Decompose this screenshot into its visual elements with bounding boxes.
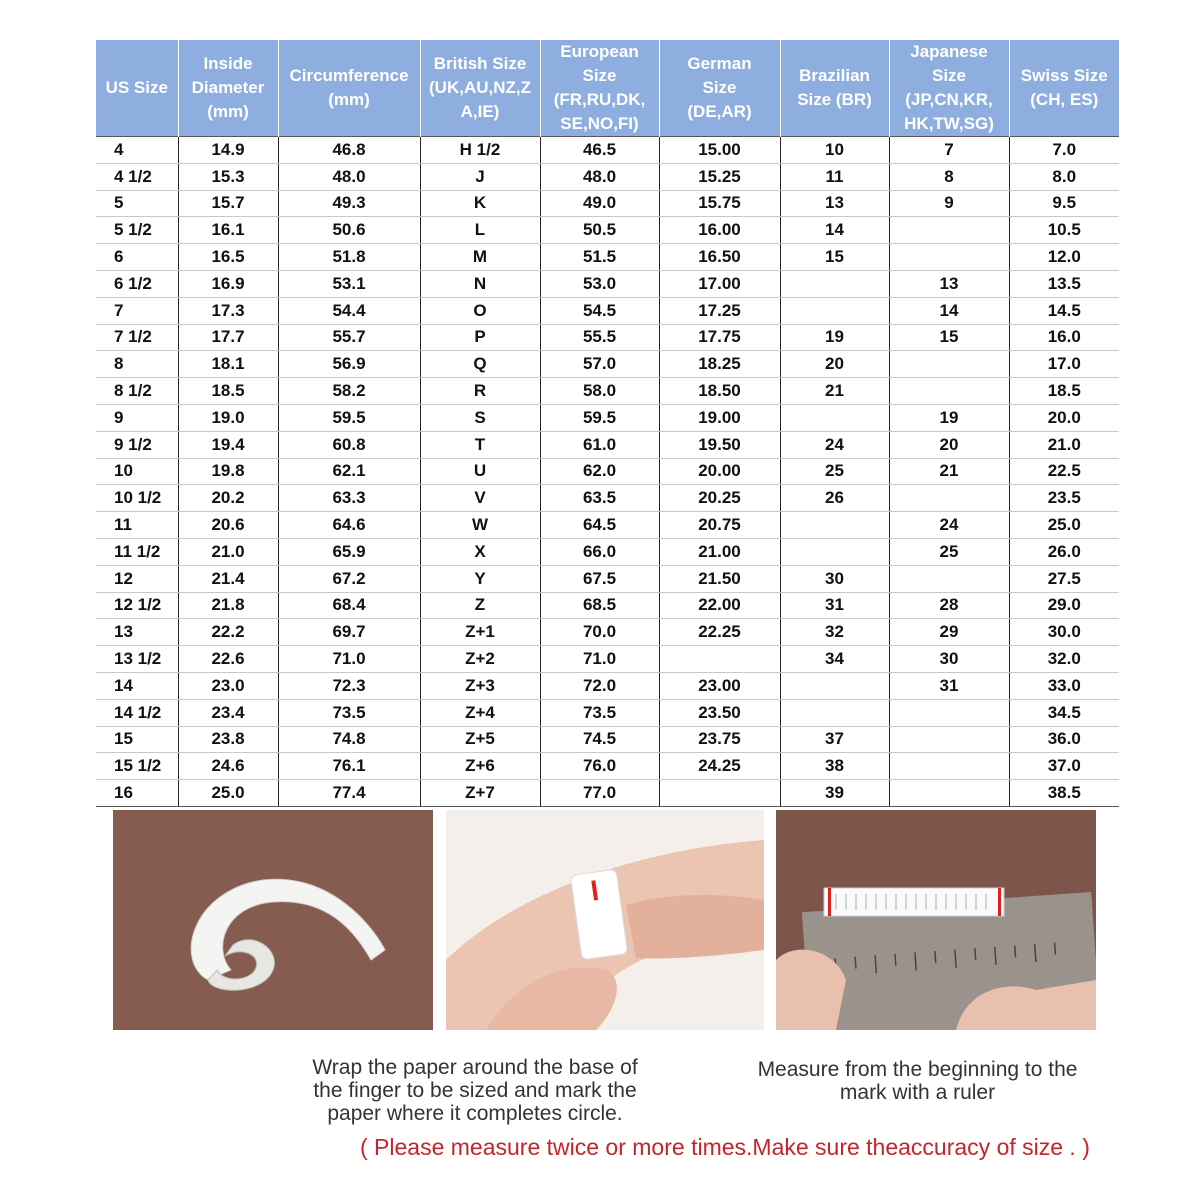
table-cell: 31	[780, 592, 889, 619]
table-row	[96, 163, 1119, 190]
table-row	[96, 378, 1119, 405]
table-cell: 6	[96, 244, 178, 271]
table-cell: 15	[889, 324, 1009, 351]
table-cell: 14.5	[1009, 297, 1119, 324]
table-cell: 36.0	[1009, 726, 1119, 753]
table-cell: Z+2	[420, 646, 540, 673]
table-cell: 30	[889, 646, 1009, 673]
table-cell: 16.5	[178, 244, 278, 271]
table-cell: 20.25	[659, 485, 780, 512]
table-cell: 12	[96, 565, 178, 592]
table-cell: 5	[96, 190, 178, 217]
table-cell: 48.0	[540, 163, 659, 190]
table-cell: 24	[889, 512, 1009, 539]
table-cell: 17.25	[659, 297, 780, 324]
table-cell: 8	[96, 351, 178, 378]
table-cell: 74.8	[278, 726, 420, 753]
table-cell: 65.9	[278, 538, 420, 565]
table-cell: 21	[889, 458, 1009, 485]
table-row	[96, 726, 1119, 753]
table-cell: 14 1/2	[96, 699, 178, 726]
table-cell: 7 1/2	[96, 324, 178, 351]
table-cell: 62.1	[278, 458, 420, 485]
table-cell: 30.0	[1009, 619, 1119, 646]
table-cell: 19.4	[178, 431, 278, 458]
table-cell: 25	[780, 458, 889, 485]
table-cell: 24.6	[178, 753, 278, 780]
table-cell: 77.0	[540, 780, 659, 807]
table-cell: Z+5	[420, 726, 540, 753]
header-german-size: German Size (DE,AR)	[659, 40, 780, 137]
table-cell: 7.0	[1009, 137, 1119, 164]
table-cell: 32	[780, 619, 889, 646]
table-cell: Z	[420, 592, 540, 619]
table-cell: M	[420, 244, 540, 271]
finger-wrap-illustration	[446, 810, 764, 1030]
table-cell: 15.25	[659, 163, 780, 190]
table-cell: 72.0	[540, 672, 659, 699]
table-cell: Z+6	[420, 753, 540, 780]
table-cell: 15	[96, 726, 178, 753]
table-cell: 27.5	[1009, 565, 1119, 592]
table-cell: S	[420, 404, 540, 431]
table-cell: 13	[889, 270, 1009, 297]
table-cell: 16.1	[178, 217, 278, 244]
table-cell: 69.7	[278, 619, 420, 646]
table-cell: 50.6	[278, 217, 420, 244]
table-cell: 10	[780, 137, 889, 164]
table-cell: 17.00	[659, 270, 780, 297]
table-cell: 48.0	[278, 163, 420, 190]
table-cell: 4 1/2	[96, 163, 178, 190]
table-cell: 46.5	[540, 137, 659, 164]
table-cell: 56.9	[278, 351, 420, 378]
table-cell: 5 1/2	[96, 217, 178, 244]
finger-wrap-photo	[446, 810, 764, 1030]
table-cell: 19	[889, 404, 1009, 431]
table-cell: 63.5	[540, 485, 659, 512]
table-cell: 16.9	[178, 270, 278, 297]
table-cell: 7	[96, 297, 178, 324]
table-row	[96, 431, 1119, 458]
table-cell	[780, 699, 889, 726]
table-cell: 19.0	[178, 404, 278, 431]
table-cell: 33.0	[1009, 672, 1119, 699]
table-cell: 9.5	[1009, 190, 1119, 217]
table-cell: 18.50	[659, 378, 780, 405]
table-cell: Z+7	[420, 780, 540, 807]
table-cell: 14	[889, 297, 1009, 324]
paper-strip-photo	[113, 810, 433, 1030]
table-cell: 30	[780, 565, 889, 592]
table-cell: 23.75	[659, 726, 780, 753]
header-japanese-size: Japanese Size (JP,CN,KR, HK,TW,SG)	[889, 40, 1009, 137]
table-cell: 9 1/2	[96, 431, 178, 458]
table-cell: 8 1/2	[96, 378, 178, 405]
table-cell: K	[420, 190, 540, 217]
table-cell: Z+1	[420, 619, 540, 646]
table-cell: 15.3	[178, 163, 278, 190]
table-cell: 76.0	[540, 753, 659, 780]
table-cell: 15.00	[659, 137, 780, 164]
table-cell: 70.0	[540, 619, 659, 646]
table-cell: 24.25	[659, 753, 780, 780]
table-row	[96, 753, 1119, 780]
table-cell: 71.0	[540, 646, 659, 673]
table-cell: 73.5	[278, 699, 420, 726]
table-cell: 16.00	[659, 217, 780, 244]
table-cell: 8	[889, 163, 1009, 190]
table-row	[96, 297, 1119, 324]
header-swiss-size: Swiss Size (CH, ES)	[1009, 40, 1119, 137]
table-cell: 49.0	[540, 190, 659, 217]
paper-strip-illustration	[113, 810, 433, 1030]
table-body	[96, 137, 1119, 807]
table-cell: 29	[889, 619, 1009, 646]
table-cell: 59.5	[540, 404, 659, 431]
table-cell: 55.5	[540, 324, 659, 351]
table-cell: 11	[96, 512, 178, 539]
table-cell: 61.0	[540, 431, 659, 458]
measurement-warning: ( Please measure twice or more times.Make sure theaccuracy of size . )	[360, 1134, 1090, 1160]
table-cell: 18.1	[178, 351, 278, 378]
header-circumference: Circumference (mm)	[278, 40, 420, 137]
header-us-size: US Size	[96, 40, 178, 137]
table-cell	[659, 646, 780, 673]
table-cell: 68.5	[540, 592, 659, 619]
table-cell: 37.0	[1009, 753, 1119, 780]
table-cell	[780, 512, 889, 539]
table-cell	[889, 699, 1009, 726]
table-cell: 67.5	[540, 565, 659, 592]
table-cell: Y	[420, 565, 540, 592]
table-cell: 49.3	[278, 190, 420, 217]
table-cell	[889, 726, 1009, 753]
table-cell: 71.0	[278, 646, 420, 673]
table-cell	[889, 753, 1009, 780]
table-cell: 10 1/2	[96, 485, 178, 512]
table-row	[96, 190, 1119, 217]
table-cell: 16.50	[659, 244, 780, 271]
table-cell: 14.9	[178, 137, 278, 164]
table-cell	[780, 297, 889, 324]
table-row	[96, 458, 1119, 485]
table-cell: V	[420, 485, 540, 512]
table-cell	[889, 244, 1009, 271]
table-cell: 38.5	[1009, 780, 1119, 807]
table-cell: 16	[96, 780, 178, 807]
table-cell: O	[420, 297, 540, 324]
table-row	[96, 324, 1119, 351]
table-cell	[889, 378, 1009, 405]
table-cell: 23.0	[178, 672, 278, 699]
table-row	[96, 137, 1119, 164]
table-cell: 58.2	[278, 378, 420, 405]
table-cell: 55.7	[278, 324, 420, 351]
table-cell: 16.0	[1009, 324, 1119, 351]
table-cell: 20.75	[659, 512, 780, 539]
table-row	[96, 699, 1119, 726]
table-cell: 23.5	[1009, 485, 1119, 512]
table-cell: 15 1/2	[96, 753, 178, 780]
table-cell: 17.0	[1009, 351, 1119, 378]
table-cell: 17.75	[659, 324, 780, 351]
table-cell: 57.0	[540, 351, 659, 378]
table-cell: 19	[780, 324, 889, 351]
table-cell: T	[420, 431, 540, 458]
table-cell: 25	[889, 538, 1009, 565]
table-cell: 23.00	[659, 672, 780, 699]
table-cell: 10	[96, 458, 178, 485]
table-cell: 21.50	[659, 565, 780, 592]
table-cell: 53.0	[540, 270, 659, 297]
measure-instruction-caption: Measure from the beginning to the mark with a ruler	[757, 1058, 1078, 1104]
table-cell: 67.2	[278, 565, 420, 592]
table-cell: 76.1	[278, 753, 420, 780]
table-cell: L	[420, 217, 540, 244]
table-row	[96, 619, 1119, 646]
table-cell: 6 1/2	[96, 270, 178, 297]
table-cell: U	[420, 458, 540, 485]
table-cell: 11	[780, 163, 889, 190]
table-row	[96, 565, 1119, 592]
table-cell: 21.0	[1009, 431, 1119, 458]
wrap-instruction-caption: Wrap the paper around the base of the finger to be sized and mark the paper where it completes circle.	[312, 1056, 638, 1125]
table-cell	[780, 672, 889, 699]
table-cell: 18.5	[1009, 378, 1119, 405]
table-cell: 21.8	[178, 592, 278, 619]
table-cell: 23.4	[178, 699, 278, 726]
table-cell: 59.5	[278, 404, 420, 431]
table-cell: 8.0	[1009, 163, 1119, 190]
table-cell: 50.5	[540, 217, 659, 244]
table-cell: 22.00	[659, 592, 780, 619]
table-cell: 22.6	[178, 646, 278, 673]
table-cell: 46.8	[278, 137, 420, 164]
table-cell: 20	[889, 431, 1009, 458]
ruler-measure-illustration	[776, 810, 1096, 1030]
table-cell: 13 1/2	[96, 646, 178, 673]
table-cell: 12.0	[1009, 244, 1119, 271]
table-cell: 20	[780, 351, 889, 378]
table-row	[96, 780, 1119, 807]
table-cell: 32.0	[1009, 646, 1119, 673]
table-cell: N	[420, 270, 540, 297]
table-cell: 21.4	[178, 565, 278, 592]
table-cell: Z+4	[420, 699, 540, 726]
table-row	[96, 646, 1119, 673]
table-cell: W	[420, 512, 540, 539]
table-row	[96, 538, 1119, 565]
table-cell: 24	[780, 431, 889, 458]
table-cell: 14	[780, 217, 889, 244]
table-header-row	[96, 40, 1119, 137]
table-cell: H 1/2	[420, 137, 540, 164]
table-cell: 23.8	[178, 726, 278, 753]
table-cell: 15.7	[178, 190, 278, 217]
table-cell: 25.0	[178, 780, 278, 807]
table-cell: 15.75	[659, 190, 780, 217]
table-cell: 18.25	[659, 351, 780, 378]
table-cell: 54.4	[278, 297, 420, 324]
table-cell: 26.0	[1009, 538, 1119, 565]
table-row	[96, 404, 1119, 431]
table-cell: 25.0	[1009, 512, 1119, 539]
table-cell: 72.3	[278, 672, 420, 699]
table-cell: 19.00	[659, 404, 780, 431]
table-cell: 13.5	[1009, 270, 1119, 297]
table-cell: 13	[96, 619, 178, 646]
table-cell: 34.5	[1009, 699, 1119, 726]
table-cell: 19.8	[178, 458, 278, 485]
table-cell	[889, 217, 1009, 244]
table-cell: 66.0	[540, 538, 659, 565]
table-cell: 15	[780, 244, 889, 271]
table-row	[96, 244, 1119, 271]
table-cell: 64.5	[540, 512, 659, 539]
table-cell: 10.5	[1009, 217, 1119, 244]
table-cell: 22.5	[1009, 458, 1119, 485]
table-cell: 21.00	[659, 538, 780, 565]
table-cell: 9	[96, 404, 178, 431]
table-cell: 13	[780, 190, 889, 217]
table-cell: 62.0	[540, 458, 659, 485]
table-cell: 68.4	[278, 592, 420, 619]
table-cell: 7	[889, 137, 1009, 164]
ring-size-table	[96, 40, 1119, 807]
table-cell: X	[420, 538, 540, 565]
table-cell	[780, 538, 889, 565]
header-brazilian-size: Brazilian Size (BR)	[780, 40, 889, 137]
table-cell: 74.5	[540, 726, 659, 753]
table-cell: 28	[889, 592, 1009, 619]
table-cell: 4	[96, 137, 178, 164]
header-european-size: European Size (FR,RU,DK, SE,NO,FI)	[540, 40, 659, 137]
table-cell: 73.5	[540, 699, 659, 726]
table-cell: 38	[780, 753, 889, 780]
table-cell: 11 1/2	[96, 538, 178, 565]
table-cell: J	[420, 163, 540, 190]
table-row	[96, 592, 1119, 619]
table-row	[96, 270, 1119, 297]
table-cell: 58.0	[540, 378, 659, 405]
table-cell: 20.2	[178, 485, 278, 512]
table-cell: 12 1/2	[96, 592, 178, 619]
table-cell: 17.7	[178, 324, 278, 351]
table-cell	[889, 780, 1009, 807]
table-cell: 14	[96, 672, 178, 699]
table-cell: 22.25	[659, 619, 780, 646]
table-cell	[659, 780, 780, 807]
table-cell: 20.00	[659, 458, 780, 485]
header-inside-diameter: Inside Diameter (mm)	[178, 40, 278, 137]
table-cell: 21	[780, 378, 889, 405]
table-cell: 29.0	[1009, 592, 1119, 619]
table-cell: R	[420, 378, 540, 405]
table-cell: 37	[780, 726, 889, 753]
table-cell: 9	[889, 190, 1009, 217]
table-cell: 63.3	[278, 485, 420, 512]
table-cell: 64.6	[278, 512, 420, 539]
table-row	[96, 351, 1119, 378]
table-cell: 34	[780, 646, 889, 673]
table-cell: 23.50	[659, 699, 780, 726]
table-cell	[889, 565, 1009, 592]
header-british-size: British Size (UK,AU,NZ,Z A,IE)	[420, 40, 540, 137]
table-cell: 77.4	[278, 780, 420, 807]
table-cell	[780, 404, 889, 431]
table-cell: 22.2	[178, 619, 278, 646]
table-cell	[780, 270, 889, 297]
table-cell: 60.8	[278, 431, 420, 458]
table-row	[96, 217, 1119, 244]
table-cell	[889, 485, 1009, 512]
table-cell: 26	[780, 485, 889, 512]
table-cell: 18.5	[178, 378, 278, 405]
table-cell: 31	[889, 672, 1009, 699]
table-cell: 51.8	[278, 244, 420, 271]
table-cell: Q	[420, 351, 540, 378]
table-cell: 20.0	[1009, 404, 1119, 431]
table-cell	[889, 351, 1009, 378]
table-cell: 39	[780, 780, 889, 807]
table-row	[96, 672, 1119, 699]
table-cell: 53.1	[278, 270, 420, 297]
table-cell: 54.5	[540, 297, 659, 324]
table-cell: 17.3	[178, 297, 278, 324]
table-cell: 20.6	[178, 512, 278, 539]
table-cell: Z+3	[420, 672, 540, 699]
table-cell: P	[420, 324, 540, 351]
table-row	[96, 485, 1119, 512]
table-row	[96, 512, 1119, 539]
table-cell: 21.0	[178, 538, 278, 565]
table-cell: 51.5	[540, 244, 659, 271]
ruler-measure-photo	[776, 810, 1096, 1030]
table-cell: 19.50	[659, 431, 780, 458]
